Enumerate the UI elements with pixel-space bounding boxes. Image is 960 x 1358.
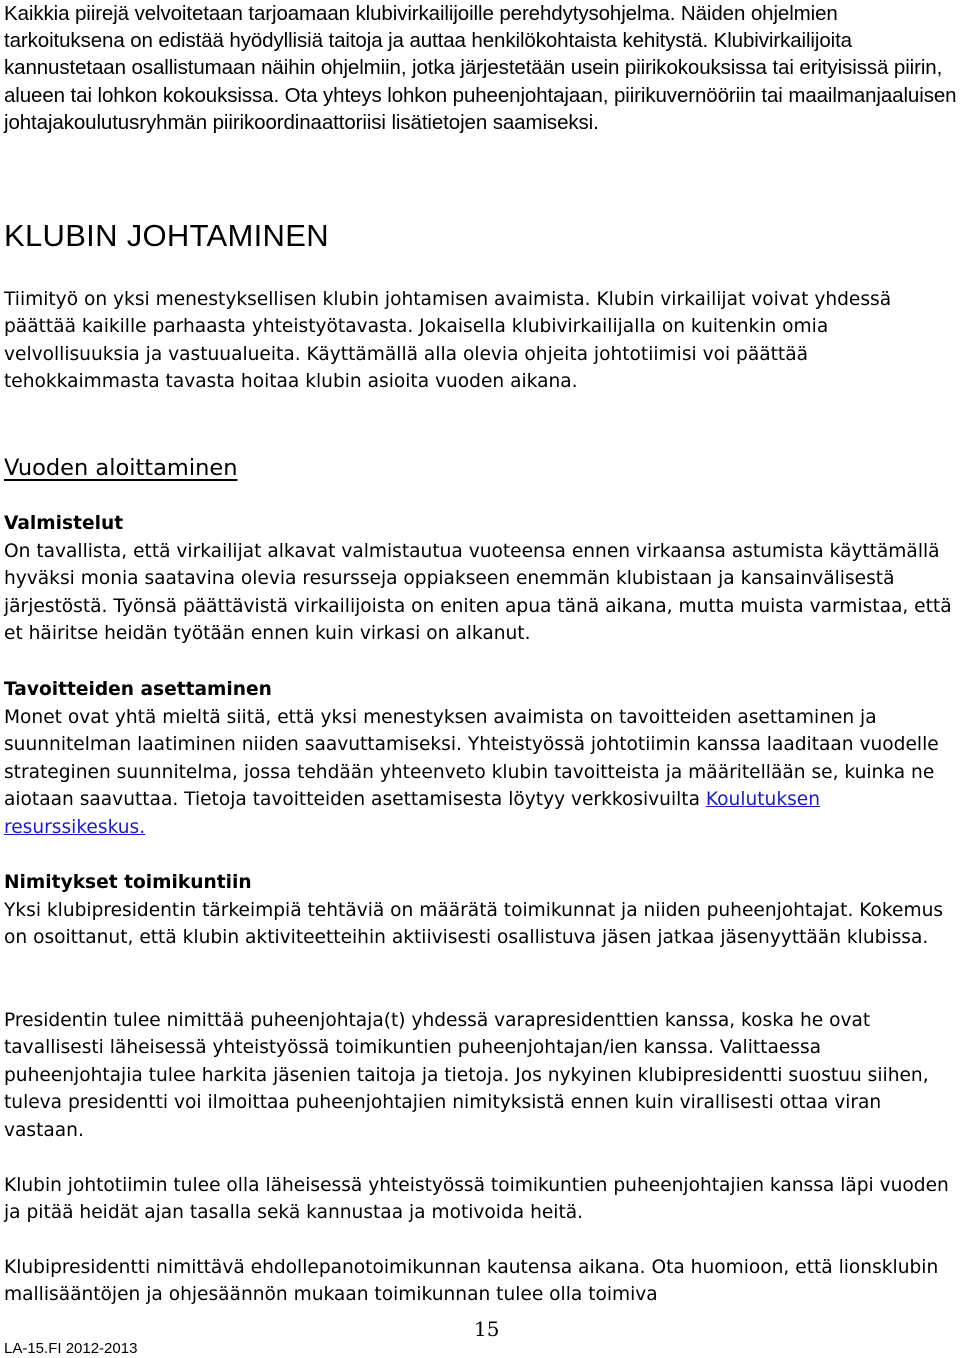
resource-center-link[interactable]: Koulutuksen resurssikeskus.	[4, 789, 821, 838]
footer-code: LA-15.FI 2012-2013	[4, 1340, 138, 1357]
section-title: KLUBIN JOHTAMINEN	[4, 218, 329, 253]
tavoitteet-body-text: Monet ovat yhtä mieltä siitä, että yksi menestyksen avaimista on tavoitteiden asettaminen ja suunnitelman laatiminen niiden saavuttamiseksi. Yhteistyössä johtotiimin kanssa laaditaan vuodelle strateginen suunnitelma, jossa tehdään yhteenveto klubin tavoitteista ja määritellään se, kuinka ne aiotaan saavuttaa. Tietoja tavoitteiden asettamisesta löytyy verkkosivuilta	[4, 707, 939, 811]
intro-paragraph: Kaikkia piirejä velvoitetaan tarjoamaan klubivirkailijoille perehdytysohjelma. Näiden ohjelmien tarkoituksena on edistää hyödyllisiä taitoja ja auttaa henkilökohtaista kehitystä. Klubivirkailijoita kannustetaan osallistumaan näihin ohjelmiin, jotka järjestetään usein piirikokouksissa tai erityisissä piirin, alueen tai lohkon kokouksissa. Ota yhteys lohkon puheenjohtajaan, piirikuvernööriin tai maailmanjaaluisen johtajakoulutusryhmän piirikoordinaattoriisi lisätietojen saamiseksi.	[4, 2, 957, 134]
valmistelut-heading: Valmistelut	[4, 513, 124, 534]
nimitykset-paragraph-2: Presidentin tulee nimittää puheenjohtaja(t) yhdessä varapresidenttien kanssa, koska he ovat tavallisesti läheisessä yhteistyössä toimikuntien puheenjohtajan/ien kanssa. Valittaessa puheenjohtajia tulee harkita jäsenien taitoja ja tietoja. Jos nykyinen klubipresidentti suostuu siihen, tuleva presidentti voi ilmoittaa puheenjohtajien nimityksistä ennen kuin virallisesti ottaa viran vastaan.	[4, 1010, 929, 1141]
valmistelut-paragraph: On tavallista, että virkailijat alkavat valmistautua vuoteensa ennen virkaansa astumista käyttämällä hyväksi monia saatavina olevia resursseja oppiakseen enemmän klubistaan ja kansainvälisestä järjestöstä. Työnsä päättävistä virkailijoista on eniten apua tänä aikana, mutta muista varmistaa, että et häiritse heidän työtään ennen kuin virkasi on alkanut.	[4, 541, 952, 645]
lead-paragraph: Tiimityö on yksi menestyksellisen klubin johtamisen avaimista. Klubin virkailijat voivat yhdessä päättää kaikille parhaasta yhteistyötavasta. Jokaisella klubivirkailijalla on kuitenkin omia velvollisuuksia ja vastuualueita. Käyttämällä alla olevia ohjeita johtotiimisi voi päättää tehokkaimmasta tavasta hoitaa klubin asioita vuoden aikana.	[4, 289, 892, 393]
page-number: 15	[474, 1317, 500, 1341]
nimitykset-heading: Nimitykset toimikuntiin	[4, 872, 252, 893]
nimitykset-paragraph-3: Klubin johtotiimin tulee olla läheisessä yhteistyössä toimikuntien puheenjohtajien kanssa läpi vuoden ja pitää heidät ajan tasalla sekä kannustaa ja motivoida heitä.	[4, 1175, 949, 1224]
closing-paragraph: Klubipresidentti nimittävä ehdollepanotoimikunnan kautensa aikana. Ota huomioon, että lionsklubin mallisääntöjen ja ohjesäännön mukaan toimikunnan tulee olla toimiva	[4, 1257, 939, 1306]
nimitykset-paragraph-1: Yksi klubipresidentin tärkeimpiä tehtäviä on määrätä toimikunnat ja niiden puheenjohtajat. Kokemus on osoittanut, että klubin aktiviteetteihin aktiivisesti osallistuva jäsen jatkaa jäsenyyttään klubissa.	[4, 900, 944, 949]
tavoitteet-paragraph	[4, 704, 958, 841]
tavoitteet-heading: Tavoitteiden asettaminen	[4, 679, 272, 700]
subsection-title: Vuoden aloittaminen	[4, 455, 238, 481]
